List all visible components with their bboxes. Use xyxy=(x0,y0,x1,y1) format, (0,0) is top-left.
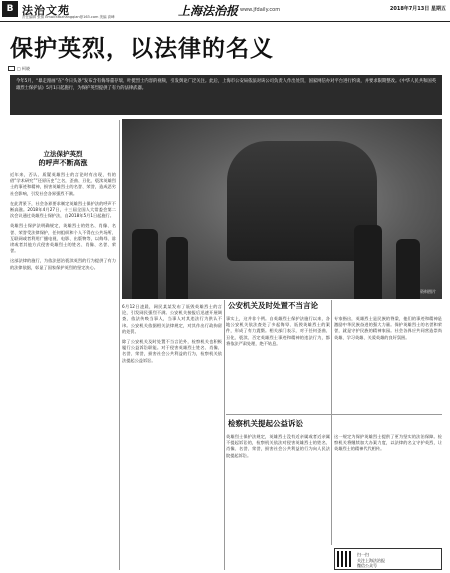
column-divider xyxy=(331,300,332,545)
qr-code-icon[interactable] xyxy=(337,551,353,567)
visitor-figure xyxy=(132,229,158,299)
left-sub-headline-line2: 的呼声不断高涨 xyxy=(38,159,88,167)
photo-credit: 资料图片 xyxy=(420,289,436,294)
footer-text xyxy=(357,552,385,569)
visitor-figure xyxy=(396,239,420,299)
footer-line: 关注上海法治报 xyxy=(357,557,385,563)
section-2-paragraph: 英雄烈士保护法规定，英雄烈士没有近亲属或者近亲属不提起诉讼的，检察机关依法对侵害英雄烈士的姓名、肖像、名誉、荣誉，损害社会公共利益的行为向人民法院提起诉讼。 xyxy=(226,434,330,458)
byline-icon xyxy=(8,66,15,71)
paper-url: www.jfdaily.com xyxy=(240,7,281,13)
issue-date: 2018年7月13日 星期五 xyxy=(389,6,446,12)
section-2-paragraph: 这一规定为保护英雄烈士提供了更为坚实的法治保障。检察机关将继续加大办案力度，以法律的名义守护英烈，让英雄烈士的精神代代相传。 xyxy=(334,434,442,452)
left-paragraph: 近年来，否认、质疑英雄烈士的言论时有出现，有的借“学术研究”“还原历史”之名，歪曲、丑化、亵渎英雄烈士的事迹和精神，损害英雄烈士的名誉、荣誉，造成恶劣社会影响，引发社会各界强烈不满。 xyxy=(10,172,116,196)
left-sub-headline-line1: 立法保护英烈 xyxy=(43,150,83,158)
footer-line: 微信公众号 xyxy=(357,563,377,568)
editor-line: 责任编辑 张倩 Email:fzbzhangqian@163.com 美编 高峰 xyxy=(22,15,115,19)
section-1-paragraph: 专家指出，英雄烈士是民族的脊梁，他们的事迹和精神是激励中华民族奋进的强大力量。保护英雄烈士的名誉和荣誉，就是守护民族的精神家园。社会各界应共同营造崇尚英雄、学习英雄、关爱英雄的良好氛围。 xyxy=(334,316,442,340)
left-sub-headline xyxy=(10,150,116,168)
left-paragraph: 英雄烈士保护法明确规定，英雄烈士的姓名、肖像、名誉、荣誉受法律保护，任何组织和个人不得在公共场所、互联网或者利用广播电视、电影、出版物等，以侮辱、诽谤或者其他方式侵害英雄烈士的姓名、肖像、名誉、荣誉。 xyxy=(10,223,116,254)
section-1-title: 公安机关及时处置不当言论 xyxy=(228,301,318,310)
article-column-d-lower xyxy=(334,430,442,544)
visitor-figure xyxy=(354,225,382,299)
section-2-title: 检察机关提起公益诉讼 xyxy=(228,419,303,428)
article-column-c-lower xyxy=(226,430,330,568)
section-1-paragraph: 6月12日凌晨，网民某某发布了诋毁英雄烈士的言论，引发网民强烈不满。公安机关接报后迅速开展调查，依法传唤当事人，当事人对其违法行为供认不讳。公安机关依据相关法律规定，对其作出行政拘留的处罚。 xyxy=(122,304,222,334)
lead-box xyxy=(10,75,442,115)
article-column-d xyxy=(334,312,442,412)
visitor-figure xyxy=(166,237,188,299)
hero-photo xyxy=(122,119,442,299)
footer-qr-box xyxy=(334,548,442,570)
left-paragraph: 在此背景下，社会各界要求制定英雄烈士保护法的呼声不断高涨。2018年4月27日，十三届全国人大常委会第二次会议通过英雄烈士保护法，自2018年5月1日起施行。 xyxy=(10,200,116,219)
left-column xyxy=(10,150,116,562)
paper-logo: 上海法治报 xyxy=(178,4,239,18)
footer-line: 扫一扫 xyxy=(357,552,369,557)
section-1-paragraph: 事实上，这并非个例。自英雄烈士保护法施行以来，各地公安机关依法查处了多起侮辱、诋毁英雄烈士的案件，形成了有力震慑。相关部门表示，对于任何歪曲、丑化、亵渎、否定英雄烈士事迹和精神的违法行为，都将依法严肃处理，绝不姑息。 xyxy=(226,316,330,346)
masthead xyxy=(0,0,450,22)
left-paragraph: 这部法律的施行，为依法惩治亵渎英烈的行为提供了有力的法律依据，彰显了国家保护英烈的坚定决心。 xyxy=(10,258,116,270)
page-headline: 保护英烈，以法律的名义 xyxy=(10,36,274,62)
column-name: 法治文苑 xyxy=(22,4,70,17)
column-divider xyxy=(224,300,225,570)
byline: □ 柯晓 xyxy=(17,66,31,71)
section-2-paragraph: 除了公安机关及时处置不当言论外，检察机关也积极履行公益诉讼职能。对于侵害英雄烈士姓名、肖像、名誉、荣誉，损害社会公共利益的行为，检察机关依法提起公益诉讼。 xyxy=(122,339,222,363)
lead-text: 今年5月，“暴走漫画”在“今日头条”发布含有侮辱董存瑞、叶挺烈士内容的视频，引发舆论广泛关注。此后，上海市公安局依法对该公司负责人作出处罚，国家网信办对平台进行约谈，并要求限期整改。《中华人民共和国英雄烈士保护法》5月1日起施行，为保护英烈提供了有力的法律武器。 xyxy=(16,79,436,91)
page-number-badge: B xyxy=(2,1,18,17)
column-divider xyxy=(119,120,120,570)
article-column-b xyxy=(122,300,222,568)
